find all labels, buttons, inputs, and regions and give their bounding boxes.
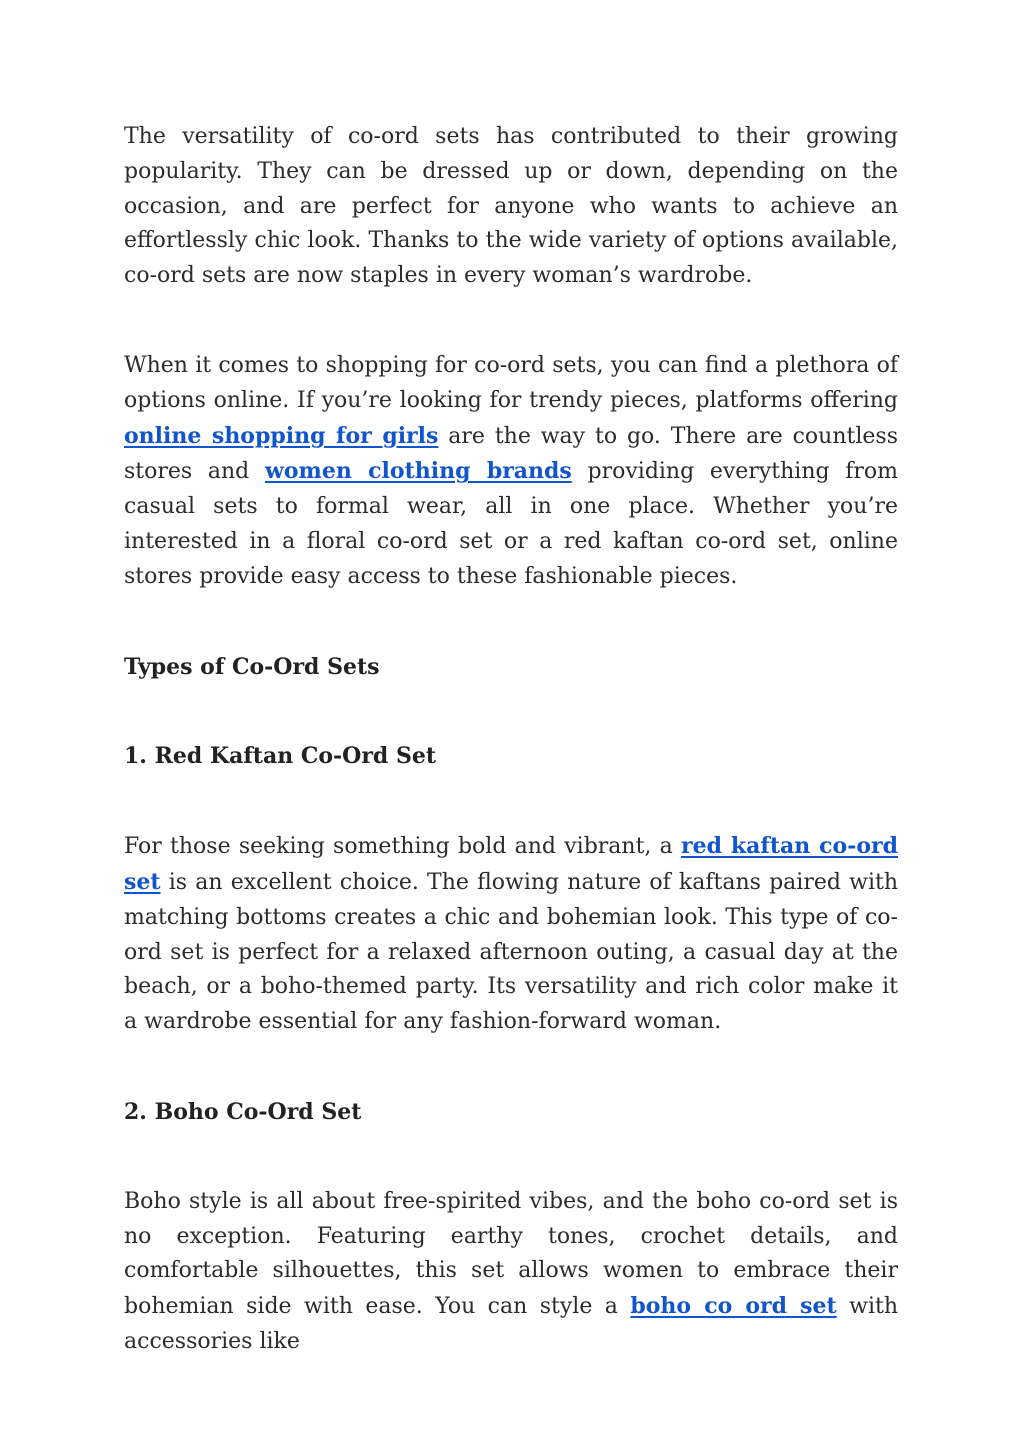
paragraph-text: The versatility of co-ord sets has contributed to their growing popularity. They can be dressed up or down, depending on the occasion, and are perfect for anyone who wants to achieve an effortlessly chic look. Thanks to the wide variety of options available, co-ord sets are now staples in every woman’s wardrobe.: [124, 124, 898, 289]
link-boho-co-ord-set[interactable]: boho co ord set: [630, 1293, 837, 1320]
paragraph-text: is an excellent choice. The flowing nature of kaftans paired with matching bottoms creates a chic and bohemian look. This type of co-ord set is perfect for a relaxed afternoon outing, a casual day at the beach, or a boho-themed party. Its versatility and rich color make it a wardrobe essential for any fashion-forward woman.: [124, 869, 898, 1035]
paragraph-text: are the way to go. There are countless stores and: [124, 423, 898, 485]
link-women-clothing-brands[interactable]: women clothing brands: [264, 458, 572, 485]
paragraph-text: with accessories like: [124, 1294, 898, 1354]
paragraph-shopping: [124, 349, 898, 595]
paragraph-text: Boho style is all about free-spirited vibes, and the boho co-ord set is no exception. Featuring earthy tones, crochet details, and comfortable silhouettes, this set allows women to embrace their bohemian side with ease. You can style a: [124, 1188, 898, 1320]
link-red-kaftan-co-ord-set[interactable]: red kaftan co-ord set: [124, 833, 898, 895]
link-online-shopping-for-girls[interactable]: online shopping for girls: [124, 422, 439, 449]
paragraph-versatility: [124, 120, 898, 294]
document-page: [124, 120, 898, 1415]
section-heading-boho: 2. Boho Co-Ord Set: [124, 1098, 362, 1125]
paragraph-text: providing everything from casual sets to formal wear, all in one place. Whether you’re interested in a floral co-ord set or a red kaftan co-ord set, online stores provide easy access to these fashionable pieces.: [124, 459, 899, 589]
paragraph-red-kaftan: [124, 829, 898, 1040]
section-heading-red-kaftan: 1. Red Kaftan Co-Ord Set: [124, 743, 437, 770]
paragraph-text: When it comes to shopping for co-ord sets, you can find a plethora of options online. If you’re looking for trendy pieces, platforms offering: [124, 352, 898, 413]
section-heading-types: Types of Co-Ord Sets: [124, 653, 380, 680]
paragraph-text: For those seeking something bold and vibrant, a: [124, 834, 681, 860]
paragraph-boho: [124, 1185, 898, 1360]
